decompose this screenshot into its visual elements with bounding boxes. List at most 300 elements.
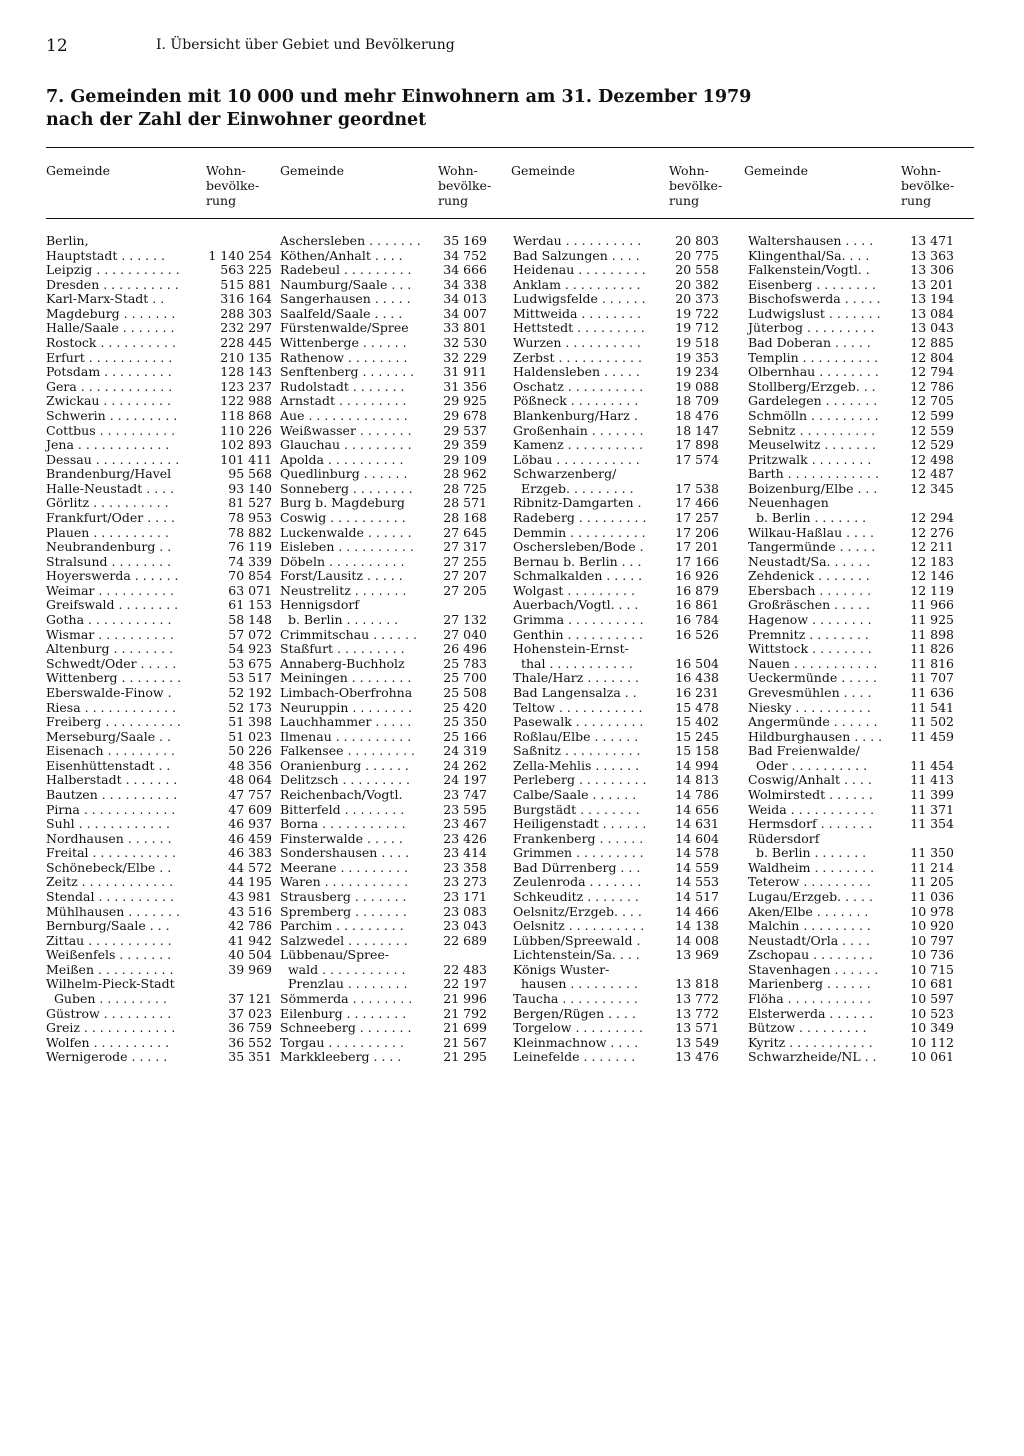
gemeinde-name: Bützow . . . . . . . . . bbox=[748, 1020, 867, 1036]
einwohner-value: 13 194 bbox=[910, 291, 954, 307]
einwohner-value: 18 709 bbox=[675, 393, 719, 409]
gemeinde-name: Glauchau . . . . . . . . . bbox=[280, 437, 412, 453]
running-title: I. Übersicht über Gebiet und Bevölkerung bbox=[156, 37, 455, 53]
table-row bbox=[280, 511, 487, 526]
table-row bbox=[748, 365, 954, 380]
gemeinde-name: Flöha . . . . . . . . . . . bbox=[748, 991, 872, 1007]
header-rule bbox=[46, 218, 974, 219]
einwohner-value: 17 898 bbox=[675, 437, 719, 453]
table-row bbox=[513, 977, 719, 992]
table-row bbox=[513, 1050, 719, 1065]
einwohner-value: 11 036 bbox=[910, 889, 954, 905]
table-row bbox=[280, 321, 487, 336]
einwohner-value: 25 166 bbox=[443, 728, 487, 744]
einwohner-value: 11 399 bbox=[910, 786, 954, 802]
table-row bbox=[280, 336, 487, 351]
gemeinde-name: Güstrow . . . . . . . . . bbox=[46, 1005, 172, 1021]
gemeinde-name: Zschopau . . . . . . . . bbox=[748, 947, 873, 963]
einwohner-value: 39 969 bbox=[228, 961, 272, 977]
einwohner-value: 14 656 bbox=[675, 801, 719, 817]
einwohner-value: 11 816 bbox=[910, 655, 954, 671]
table-row bbox=[748, 963, 954, 978]
gemeinde-name: Werdau . . . . . . . . . . bbox=[513, 233, 642, 248]
gemeinde-name: Salzwedel . . . . . . . . bbox=[280, 932, 408, 948]
gemeinde-name: Leipzig . . . . . . . . . . . bbox=[46, 262, 180, 278]
gemeinde-name: Aue . . . . . . . . . . . . . bbox=[280, 407, 408, 423]
einwohner-value: 18 147 bbox=[675, 422, 719, 438]
table-row bbox=[513, 438, 719, 453]
gemeinde-name: Luckenwalde . . . . . . bbox=[280, 524, 412, 540]
gemeinde-name: Quedlinburg . . . . . . bbox=[280, 466, 408, 482]
table-row bbox=[513, 336, 719, 351]
einwohner-value: 17 538 bbox=[675, 480, 719, 496]
einwohner-value: 34 752 bbox=[443, 247, 487, 263]
einwohner-value: 128 143 bbox=[220, 364, 272, 380]
table-row bbox=[46, 278, 272, 293]
einwohner-value: 32 229 bbox=[443, 349, 487, 365]
einwohner-value: 16 231 bbox=[675, 684, 719, 700]
gemeinde-name: Crimmitschau . . . . . . bbox=[280, 626, 417, 642]
einwohner-value: 24 197 bbox=[443, 772, 487, 788]
gemeinde-name: Templin . . . . . . . . . . bbox=[748, 349, 879, 365]
einwohner-value: 16 861 bbox=[675, 597, 719, 613]
table-row bbox=[513, 905, 719, 920]
einwohner-value: 17 201 bbox=[675, 539, 719, 555]
gemeinde-name: Falkenstein/Vogtl. . bbox=[748, 262, 870, 278]
einwohner-value: 21 699 bbox=[443, 1020, 487, 1036]
table-row bbox=[46, 234, 272, 249]
table-row bbox=[280, 598, 487, 613]
table-title bbox=[46, 86, 926, 132]
gemeinde-name: b. Berlin . . . . . . . bbox=[280, 612, 399, 628]
gemeinde-name: Pritzwalk . . . . . . . . bbox=[748, 451, 872, 467]
einwohner-value: 46 937 bbox=[228, 816, 272, 832]
gemeinde-name: Karl-Marx-Stadt . . bbox=[46, 291, 165, 307]
einwohner-value: 20 382 bbox=[675, 276, 719, 292]
einwohner-value: 12 559 bbox=[910, 422, 954, 438]
table-row bbox=[748, 496, 954, 511]
gemeinde-name: Bad Langensalza . . bbox=[513, 684, 637, 700]
table-row bbox=[513, 511, 719, 526]
table-row bbox=[46, 788, 272, 803]
einwohner-value: 29 537 bbox=[443, 422, 487, 438]
table-row bbox=[748, 380, 954, 395]
gemeinde-name: Lübbenau/Spree- bbox=[280, 947, 390, 963]
header-wohnbevoelkerung-3 bbox=[669, 163, 722, 208]
table-row bbox=[748, 292, 954, 307]
gemeinde-name: Niesky . . . . . . . . . . bbox=[748, 699, 871, 715]
einwohner-value: 29 678 bbox=[443, 407, 487, 423]
gemeinde-name: Eisenach . . . . . . . . . bbox=[46, 743, 176, 759]
table-row bbox=[46, 905, 272, 920]
table-row bbox=[748, 584, 954, 599]
header-wohn: Wohn- bbox=[901, 163, 941, 178]
gemeinde-name: Stralsund . . . . . . . . bbox=[46, 553, 172, 569]
einwohner-value: 13 201 bbox=[910, 276, 954, 292]
table-row bbox=[513, 642, 719, 657]
einwohner-value: 12 294 bbox=[910, 509, 954, 525]
table-row bbox=[513, 686, 719, 701]
gemeinde-name: Staßfurt . . . . . . . . . bbox=[280, 641, 405, 657]
table-row bbox=[46, 671, 272, 686]
gemeinde-name: Perleberg . . . . . . . . . bbox=[513, 772, 647, 788]
gemeinde-name: Hauptstadt . . . . . . bbox=[46, 247, 166, 263]
einwohner-value: 210 135 bbox=[220, 349, 272, 365]
table-row bbox=[280, 613, 487, 628]
gemeinde-name: Oschatz . . . . . . . . . . bbox=[513, 378, 644, 394]
einwohner-value: 28 168 bbox=[443, 509, 487, 525]
table-row bbox=[46, 730, 272, 745]
table-row bbox=[748, 321, 954, 336]
table-row bbox=[748, 278, 954, 293]
table-row bbox=[280, 380, 487, 395]
einwohner-value: 81 527 bbox=[228, 495, 272, 511]
table-row bbox=[46, 861, 272, 876]
gemeinde-name: Olbernhau . . . . . . . . bbox=[748, 364, 879, 380]
einwohner-value: 14 517 bbox=[675, 889, 719, 905]
einwohner-value: 22 483 bbox=[443, 961, 487, 977]
einwohner-value: 23 414 bbox=[443, 845, 487, 861]
table-row bbox=[46, 642, 272, 657]
einwohner-value: 78 953 bbox=[228, 509, 272, 525]
table-row bbox=[280, 686, 487, 701]
gemeinde-name: Bad Freienwalde/ bbox=[748, 743, 860, 759]
gemeinde-name: Eisenhüttenstadt . . bbox=[46, 757, 171, 773]
einwohner-value: 23 595 bbox=[443, 801, 487, 817]
gemeinde-name: Weißwasser . . . . . . . bbox=[280, 422, 412, 438]
header-rung: rung bbox=[206, 193, 237, 208]
einwohner-value: 10 681 bbox=[910, 976, 954, 992]
gemeinde-name: Eisleben . . . . . . . . . . bbox=[280, 539, 414, 555]
einwohner-value: 54 923 bbox=[228, 641, 272, 657]
header-wohn: Wohn- bbox=[206, 163, 246, 178]
einwohner-value: 37 023 bbox=[228, 1005, 272, 1021]
gemeinde-name: Coswig/Anhalt . . . . bbox=[748, 772, 872, 788]
table-row bbox=[280, 394, 487, 409]
einwohner-value: 12 211 bbox=[910, 539, 954, 555]
einwohner-value: 10 920 bbox=[910, 918, 954, 934]
einwohner-value: 21 792 bbox=[443, 1005, 487, 1021]
gemeinde-name: Hermsdorf . . . . . . . bbox=[748, 816, 873, 832]
gemeinde-name: Bad Dürrenberg . . . bbox=[513, 859, 641, 875]
header-bevoelke: bevölke- bbox=[438, 178, 492, 193]
gemeinde-name: Radebeul . . . . . . . . . bbox=[280, 262, 412, 278]
einwohner-value: 57 072 bbox=[228, 626, 272, 642]
table-row bbox=[280, 759, 487, 774]
gemeinde-name: Haldensleben . . . . . bbox=[513, 364, 640, 380]
einwohner-value: 29 109 bbox=[443, 451, 487, 467]
gemeinde-name: Schneeberg . . . . . . . bbox=[280, 1020, 412, 1036]
table-row bbox=[280, 817, 487, 832]
gemeinde-name: Markkleeberg . . . . bbox=[280, 1049, 402, 1065]
einwohner-value: 12 119 bbox=[910, 582, 954, 598]
einwohner-value: 14 604 bbox=[675, 830, 719, 846]
einwohner-value: 14 631 bbox=[675, 816, 719, 832]
gemeinde-name: Stavenhagen . . . . . . bbox=[748, 961, 879, 977]
table-row bbox=[46, 832, 272, 847]
header-gemeinde-3: Gemeinde bbox=[511, 163, 576, 178]
einwohner-value: 25 700 bbox=[443, 670, 487, 686]
table-row bbox=[513, 613, 719, 628]
gemeinde-name: Lauchhammer . . . . . bbox=[280, 714, 412, 730]
gemeinde-name: Apolda . . . . . . . . . . bbox=[280, 451, 404, 467]
gemeinde-name: Magdeburg . . . . . . . bbox=[46, 305, 176, 321]
gemeinde-name: Greiz . . . . . . . . . . . . bbox=[46, 1020, 176, 1036]
einwohner-value: 13 549 bbox=[675, 1034, 719, 1050]
einwohner-value: 28 962 bbox=[443, 466, 487, 482]
einwohner-value: 15 158 bbox=[675, 743, 719, 759]
gemeinde-name: Riesa . . . . . . . . . . . . bbox=[46, 699, 177, 715]
gemeinde-name: Wernigerode . . . . . bbox=[46, 1049, 168, 1065]
table-row bbox=[280, 496, 487, 511]
gemeinde-name: Weida . . . . . . . . . . . bbox=[748, 801, 875, 817]
table-row bbox=[748, 948, 954, 963]
einwohner-value: 11 502 bbox=[910, 714, 954, 730]
table-row bbox=[748, 511, 954, 526]
einwohner-value: 28 571 bbox=[443, 495, 487, 511]
table-row bbox=[46, 963, 272, 978]
gemeinde-name: Meuselwitz . . . . . . . bbox=[748, 437, 876, 453]
gemeinde-name: Genthin . . . . . . . . . . bbox=[513, 626, 644, 642]
table-row bbox=[280, 482, 487, 497]
einwohner-value: 35 169 bbox=[443, 233, 487, 248]
einwohner-value: 19 712 bbox=[675, 320, 719, 336]
table-row bbox=[748, 671, 954, 686]
gemeinde-name: Elsterwerda . . . . . . bbox=[748, 1005, 874, 1021]
einwohner-value: 11 371 bbox=[910, 801, 954, 817]
table-row bbox=[513, 861, 719, 876]
gemeinde-name: Greifswald . . . . . . . . bbox=[46, 597, 179, 613]
table-row bbox=[280, 861, 487, 876]
gemeinde-name: Eberswalde-Finow . bbox=[46, 684, 172, 700]
header-bevoelke: bevölke- bbox=[669, 178, 723, 193]
einwohner-value: 123 237 bbox=[220, 378, 272, 394]
gemeinde-name: Lübben/Spreewald . bbox=[513, 932, 641, 948]
einwohner-value: 58 148 bbox=[228, 612, 272, 628]
gemeinde-name: Delitzsch . . . . . . . . . bbox=[280, 772, 411, 788]
gemeinde-name: Thale/Harz . . . . . . . bbox=[513, 670, 639, 686]
gemeinde-name: Rostock . . . . . . . . . . bbox=[46, 335, 176, 351]
einwohner-value: 13 571 bbox=[675, 1020, 719, 1036]
gemeinde-name: Oder . . . . . . . . . . bbox=[748, 757, 868, 773]
table-row bbox=[513, 555, 719, 570]
einwohner-value: 29 359 bbox=[443, 437, 487, 453]
table-row bbox=[46, 482, 272, 497]
table-column-3 bbox=[513, 234, 719, 1065]
einwohner-value: 24 262 bbox=[443, 757, 487, 773]
gemeinde-name: Schönebeck/Elbe . . bbox=[46, 859, 172, 875]
table-row bbox=[280, 1036, 487, 1051]
gemeinde-name: Rathenow . . . . . . . . bbox=[280, 349, 408, 365]
table-row bbox=[280, 715, 487, 730]
table-row bbox=[748, 263, 954, 278]
gemeinde-name: Anklam . . . . . . . . . . bbox=[513, 276, 641, 292]
einwohner-value: 31 356 bbox=[443, 378, 487, 394]
einwohner-value: 11 636 bbox=[910, 684, 954, 700]
einwohner-value: 12 804 bbox=[910, 349, 954, 365]
table-row bbox=[280, 409, 487, 424]
gemeinde-name: Wittstock . . . . . . . . bbox=[748, 641, 872, 657]
table-row bbox=[748, 234, 954, 249]
einwohner-value: 10 349 bbox=[910, 1020, 954, 1036]
table-row bbox=[513, 992, 719, 1007]
einwohner-value: 27 645 bbox=[443, 524, 487, 540]
einwohner-value: 20 803 bbox=[675, 233, 719, 248]
einwohner-value: 23 358 bbox=[443, 859, 487, 875]
table-row bbox=[513, 1036, 719, 1051]
gemeinde-name: Potsdam . . . . . . . . . bbox=[46, 364, 172, 380]
table-row bbox=[280, 788, 487, 803]
header-rung: rung bbox=[669, 193, 700, 208]
table-row bbox=[280, 249, 487, 264]
gemeinde-name: Sondershausen . . . . bbox=[280, 845, 410, 861]
gemeinde-name: Ueckermünde . . . . . bbox=[748, 670, 877, 686]
gemeinde-name: Bischofswerda . . . . . bbox=[748, 291, 881, 307]
einwohner-value: 13 043 bbox=[910, 320, 954, 336]
table-row bbox=[748, 934, 954, 949]
einwohner-value: 27 207 bbox=[443, 568, 487, 584]
einwohner-value: 110 226 bbox=[220, 422, 272, 438]
einwohner-value: 232 297 bbox=[220, 320, 272, 336]
gemeinde-name: Blankenburg/Harz . bbox=[513, 407, 638, 423]
gemeinde-name: Oranienburg . . . . . . bbox=[280, 757, 409, 773]
einwohner-value: 36 759 bbox=[228, 1020, 272, 1036]
table-row bbox=[513, 744, 719, 759]
table-row bbox=[748, 540, 954, 555]
einwohner-value: 47 757 bbox=[228, 786, 272, 802]
gemeinde-name: Barth . . . . . . . . . . . . bbox=[748, 466, 880, 482]
einwohner-value: 25 420 bbox=[443, 699, 487, 715]
gemeinde-name: Bernburg/Saale . . . bbox=[46, 918, 170, 934]
table-row bbox=[280, 467, 487, 482]
table-row bbox=[46, 263, 272, 278]
table-row bbox=[46, 292, 272, 307]
einwohner-value: 11 707 bbox=[910, 670, 954, 686]
einwohner-value: 23 083 bbox=[443, 903, 487, 919]
gemeinde-name: Strausberg . . . . . . . bbox=[280, 889, 407, 905]
gemeinde-name: Schwarzheide/NL . . bbox=[748, 1049, 877, 1065]
einwohner-value: 11 354 bbox=[910, 816, 954, 832]
einwohner-value: 16 784 bbox=[675, 612, 719, 628]
gemeinde-name: Wittenberge . . . . . . bbox=[280, 335, 407, 351]
einwohner-value: 12 487 bbox=[910, 466, 954, 482]
header-rung: rung bbox=[901, 193, 932, 208]
einwohner-value: 14 994 bbox=[675, 757, 719, 773]
einwohner-value: 12 529 bbox=[910, 437, 954, 453]
gemeinde-name: Altenburg . . . . . . . . bbox=[46, 641, 174, 657]
table-row bbox=[513, 657, 719, 672]
table-row bbox=[46, 1050, 272, 1065]
einwohner-value: 12 885 bbox=[910, 335, 954, 351]
einwohner-value: 14 786 bbox=[675, 786, 719, 802]
table-row bbox=[46, 701, 272, 716]
gemeinde-name: Klingenthal/Sa. . . . bbox=[748, 247, 870, 263]
einwohner-value: 13 476 bbox=[675, 1049, 719, 1065]
einwohner-value: 13 084 bbox=[910, 305, 954, 321]
header-gemeinde-1: Gemeinde bbox=[46, 163, 111, 178]
einwohner-value: 27 040 bbox=[443, 626, 487, 642]
einwohner-value: 24 319 bbox=[443, 743, 487, 759]
gemeinde-name: Burg b. Magdeburg bbox=[280, 495, 405, 511]
einwohner-value: 13 772 bbox=[675, 991, 719, 1007]
top-rule bbox=[46, 147, 974, 148]
gemeinde-name: Zittau . . . . . . . . . . . bbox=[46, 932, 172, 948]
gemeinde-name: Spremberg . . . . . . . bbox=[280, 903, 407, 919]
table-row bbox=[46, 555, 272, 570]
table-row bbox=[46, 1007, 272, 1022]
gemeinde-name: Neustadt/Sa. . . . . . bbox=[748, 553, 871, 569]
table-row bbox=[513, 671, 719, 686]
einwohner-value: 13 772 bbox=[675, 1005, 719, 1021]
gemeinde-name: Teltow . . . . . . . . . . . bbox=[513, 699, 643, 715]
table-row bbox=[46, 365, 272, 380]
table-row bbox=[46, 467, 272, 482]
einwohner-value: 70 854 bbox=[228, 568, 272, 584]
table-row bbox=[513, 846, 719, 861]
gemeinde-name: Döbeln . . . . . . . . . . bbox=[280, 553, 405, 569]
gemeinde-name: Schwarzenberg/ bbox=[513, 466, 617, 482]
table-row bbox=[748, 817, 954, 832]
table-row bbox=[46, 307, 272, 322]
table-row bbox=[280, 905, 487, 920]
gemeinde-name: Finsterwalde . . . . . bbox=[280, 830, 403, 846]
table-row bbox=[748, 613, 954, 628]
einwohner-value: 102 893 bbox=[220, 437, 272, 453]
header-rung: rung bbox=[438, 193, 469, 208]
gemeinde-name: Lugau/Erzgeb. . . . . bbox=[748, 889, 873, 905]
table-row bbox=[280, 671, 487, 686]
gemeinde-name: Meißen . . . . . . . . . . bbox=[46, 961, 174, 977]
table-row bbox=[748, 642, 954, 657]
gemeinde-name: Wittenberg . . . . . . . . bbox=[46, 670, 182, 686]
gemeinde-name: Prenzlau . . . . . . . . bbox=[280, 976, 408, 992]
gemeinde-name: Ludwigslust . . . . . . . bbox=[748, 305, 881, 321]
gemeinde-name: Ilmenau . . . . . . . . . . bbox=[280, 728, 412, 744]
gemeinde-name: Bernau b. Berlin . . . bbox=[513, 553, 642, 569]
gemeinde-name: Zeitz . . . . . . . . . . . . bbox=[46, 874, 174, 890]
table-row bbox=[748, 1021, 954, 1036]
einwohner-value: 17 166 bbox=[675, 553, 719, 569]
gemeinde-name: Erzgeb. . . . . . . . . bbox=[513, 480, 634, 496]
gemeinde-name: Jena . . . . . . . . . . . . bbox=[46, 437, 170, 453]
einwohner-value: 11 826 bbox=[910, 641, 954, 657]
gemeinde-name: Neuruppin . . . . . . . . bbox=[280, 699, 413, 715]
gemeinde-name: b. Berlin . . . . . . . bbox=[748, 845, 867, 861]
table-row bbox=[280, 934, 487, 949]
einwohner-value: 20 373 bbox=[675, 291, 719, 307]
einwohner-value: 13 471 bbox=[910, 233, 954, 248]
table-row bbox=[280, 642, 487, 657]
einwohner-value: 33 801 bbox=[443, 320, 487, 336]
gemeinde-name: Premnitz . . . . . . . . bbox=[748, 626, 869, 642]
gemeinde-name: Ludwigsfelde . . . . . . bbox=[513, 291, 646, 307]
gemeinde-name: Hettstedt . . . . . . . . . bbox=[513, 320, 645, 336]
gemeinde-name: Wilkau-Haßlau . . . . bbox=[748, 524, 874, 540]
table-row bbox=[513, 817, 719, 832]
gemeinde-name: Görlitz . . . . . . . . . . bbox=[46, 495, 169, 511]
gemeinde-name: Hagenow . . . . . . . . bbox=[748, 612, 872, 628]
table-row bbox=[748, 598, 954, 613]
einwohner-value: 11 925 bbox=[910, 612, 954, 628]
table-column-4 bbox=[748, 234, 954, 1065]
table-row bbox=[46, 438, 272, 453]
einwohner-value: 51 023 bbox=[228, 728, 272, 744]
table-row bbox=[748, 1050, 954, 1065]
gemeinde-name: Leinefelde . . . . . . . bbox=[513, 1049, 636, 1065]
gemeinde-name: Ebersbach . . . . . . . bbox=[748, 582, 872, 598]
table-row bbox=[513, 278, 719, 293]
gemeinde-name: Wurzen . . . . . . . . . . bbox=[513, 335, 641, 351]
